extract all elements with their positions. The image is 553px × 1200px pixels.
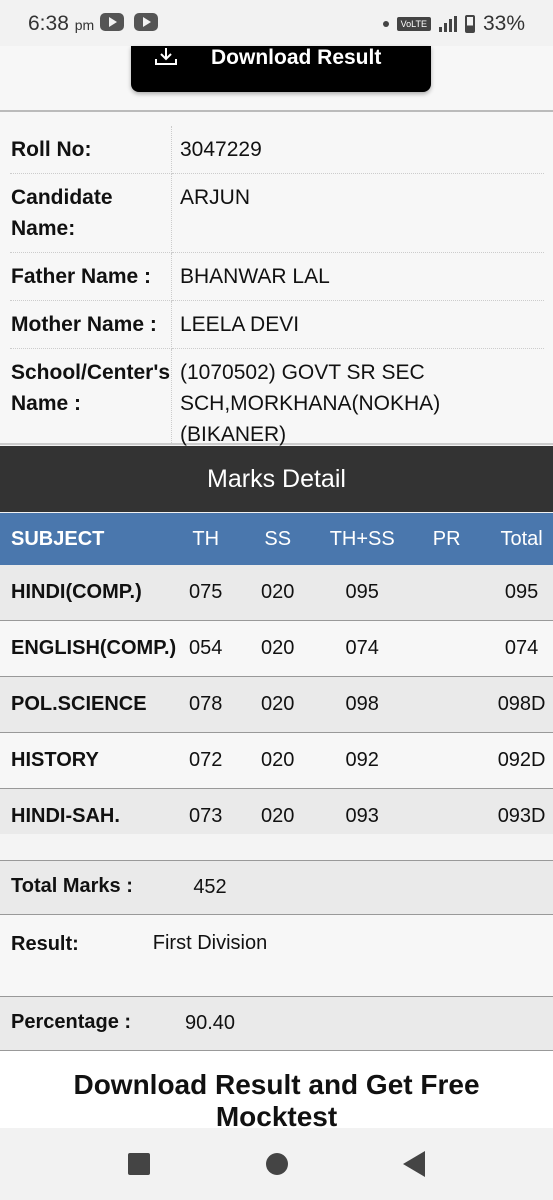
cell-pr	[403, 621, 490, 677]
info-row-candidate	[10, 174, 544, 253]
table-row	[0, 565, 553, 621]
cell-th: 075	[177, 565, 234, 621]
table-row	[0, 733, 553, 789]
download-icon	[155, 48, 177, 66]
info-key: Father Name :	[10, 253, 172, 301]
cell-th-ss: 092	[321, 733, 403, 789]
info-row-father	[10, 253, 544, 301]
cell-th: 054	[177, 621, 234, 677]
result-label: Result:	[11, 933, 79, 955]
marks-detail-title: Marks Detail	[0, 446, 553, 512]
info-key: School/Center's Name :	[10, 349, 172, 459]
volte-badge: VoLTE	[397, 17, 431, 31]
cell-th-ss: 098	[321, 677, 403, 733]
cell-total: 092D	[490, 733, 553, 789]
cell-pr	[403, 565, 490, 621]
percentage-label: Percentage :	[11, 1011, 132, 1033]
marks-table	[0, 513, 553, 845]
cell-subject: HISTORY	[0, 733, 177, 789]
info-row-roll	[10, 126, 544, 174]
result-row	[0, 915, 553, 997]
cell-th-ss: 095	[321, 565, 403, 621]
info-value: ARJUN	[172, 174, 545, 253]
info-key: Roll No:	[10, 126, 172, 174]
cell-total: 098D	[490, 677, 553, 733]
cell-ss: 020	[234, 565, 321, 621]
cell-ss: 020	[234, 621, 321, 677]
col-pr: PR	[403, 513, 490, 565]
cell-pr	[403, 733, 490, 789]
signal-icon	[439, 16, 457, 32]
cell-ss: 020	[234, 789, 321, 845]
navigation-bar	[0, 1128, 553, 1200]
cell-subject: ENGLISH(COMP.)	[0, 621, 177, 677]
cell-th: 078	[177, 677, 234, 733]
cell-th: 072	[177, 733, 234, 789]
cell-th-ss: 074	[321, 621, 403, 677]
cell-total: 095	[490, 565, 553, 621]
table-row	[0, 621, 553, 677]
percentage-value: 90.40	[184, 1012, 236, 1034]
info-row-school	[10, 349, 544, 459]
result-value: First Division	[152, 932, 268, 954]
cell-subject: HINDI(COMP.)	[0, 565, 177, 621]
marks-header-row	[0, 513, 553, 565]
col-subject: SUBJECT	[0, 513, 177, 565]
col-th: TH	[177, 513, 234, 565]
col-total: Total	[490, 513, 553, 565]
cell-ss: 020	[234, 733, 321, 789]
cell-ss: 020	[234, 677, 321, 733]
info-value: BHANWAR LAL	[172, 253, 545, 301]
download-result-button[interactable]	[131, 46, 431, 92]
recents-icon[interactable]	[128, 1153, 150, 1175]
total-marks-value: 452	[193, 876, 227, 898]
col-th-ss: TH+SS	[321, 513, 403, 565]
percentage-row	[0, 997, 553, 1051]
status-bar	[0, 0, 553, 46]
cell-pr	[403, 677, 490, 733]
result-summary	[0, 861, 553, 1051]
info-key: Candidate Name:	[10, 174, 172, 253]
status-icons	[383, 12, 525, 36]
info-value: 3047229	[172, 126, 545, 174]
cell-subject: HINDI-SAH.	[0, 789, 177, 845]
spacer	[0, 834, 553, 861]
youtube-icon	[134, 13, 158, 31]
promo-text: Download Result and Get Free Mocktest	[73, 1069, 480, 1128]
cell-th-ss: 093	[321, 789, 403, 845]
home-icon[interactable]	[266, 1153, 288, 1175]
battery-icon	[465, 15, 475, 33]
youtube-icon	[100, 13, 124, 31]
download-result-label: Download Result	[211, 46, 382, 69]
back-icon[interactable]	[403, 1151, 425, 1177]
col-ss: SS	[234, 513, 321, 565]
notification-dot-icon	[383, 21, 389, 27]
table-row	[0, 677, 553, 733]
total-marks-row	[0, 861, 553, 915]
cell-total: 093D	[490, 789, 553, 845]
info-value: (1070502) GOVT SR SEC SCH,MORKHANA(NOKHA) (BIKANER)	[172, 349, 545, 459]
promo-banner[interactable]	[0, 1051, 553, 1128]
info-row-mother	[10, 301, 544, 349]
battery-percent: 33%	[482, 12, 525, 35]
cell-th: 073	[177, 789, 234, 845]
cell-total: 074	[490, 621, 553, 677]
total-marks-label: Total Marks :	[11, 875, 133, 897]
candidate-info	[0, 112, 553, 445]
download-area	[0, 46, 553, 112]
info-value: LEELA DEVI	[172, 301, 545, 349]
cell-subject: POL.SCIENCE	[0, 677, 177, 733]
clock: 6:38 pm	[28, 12, 95, 35]
candidate-info-table	[10, 126, 544, 459]
info-key: Mother Name :	[10, 301, 172, 349]
